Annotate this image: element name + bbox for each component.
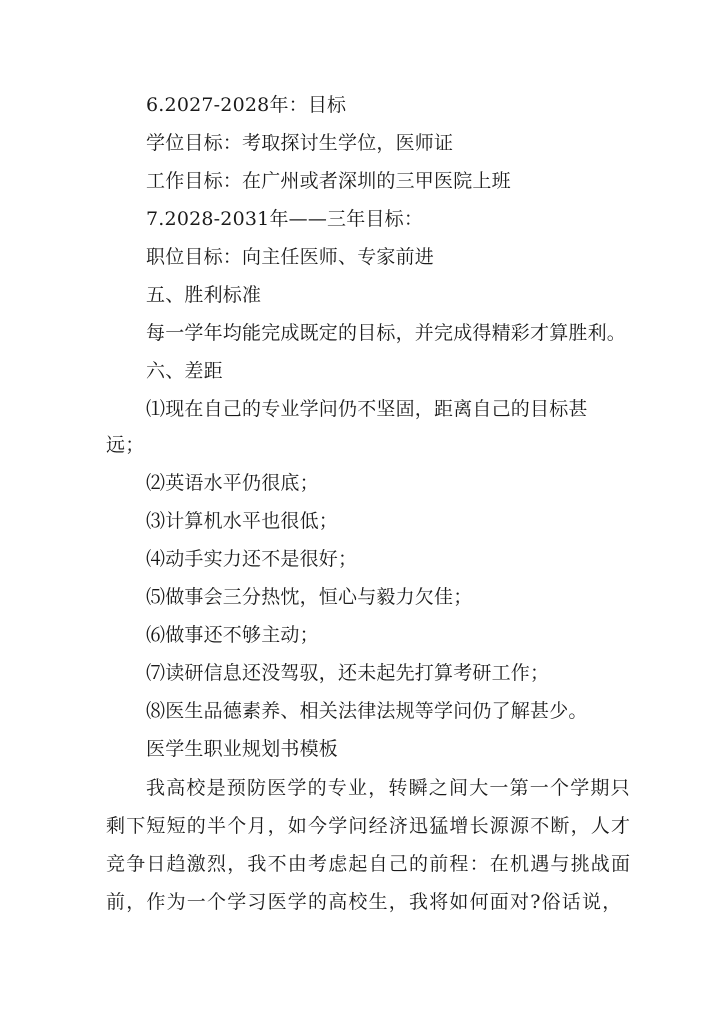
- plan-year-6-heading: 6.2027-2028年：目标: [146, 94, 347, 116]
- plan-year-7-heading: 7.2028-2031年——三年目标：: [146, 208, 424, 230]
- gap-item-1-continued: 远；: [106, 434, 145, 456]
- section-five-heading: 五、胜利标准: [146, 284, 262, 306]
- template-title: 医学生职业规划书模板: [146, 738, 339, 760]
- success-criteria-line: 每一学年均能完成既定的目标，并完成得精彩才算胜利。: [146, 322, 627, 344]
- gap-item-4: ⑷动手实力还不是很好；: [146, 548, 358, 570]
- gap-item-2: ⑵英语水平仍很底；: [146, 472, 319, 494]
- gap-item-3: ⑶计算机水平也很低；: [146, 510, 339, 532]
- gap-item-6: ⑹做事还不够主动；: [146, 624, 319, 646]
- gap-item-8: ⑻医生品德素养、相关法律法规等学问仍了解甚少。: [146, 700, 588, 722]
- work-goal-line: 工作目标：在广州或者深圳的三甲医院上班: [146, 170, 511, 192]
- gap-item-7: ⑺读研信息还没驾驭，还未起先打算考研工作；: [146, 662, 550, 684]
- body-paragraph-line-4: 前，作为一个学习医学的高校生，我将如何面对?俗话说，: [106, 891, 623, 913]
- gap-item-1: ⑴现在自己的专业学问仍不坚固，距离自己的目标甚: [146, 398, 588, 420]
- body-paragraph-line-2: 剩下短短的半个月，如今学问经济迅猛增长源源不断，人才: [106, 815, 632, 837]
- body-paragraph-line-1: 我高校是预防医学的专业，转瞬之间大一第一个学期只: [146, 777, 631, 799]
- section-six-heading: 六、差距: [146, 360, 223, 382]
- gap-item-5: ⑸做事会三分热忱，恒心与毅力欠佳；: [146, 586, 473, 608]
- position-goal-line: 职位目标：向主任医师、专家前进: [146, 246, 435, 268]
- body-paragraph-line-3: 竞争日趋激烈，我不由考虑起自己的前程：在机遇与挑战面: [106, 853, 632, 875]
- degree-goal-line: 学位目标：考取探讨生学位，医师证: [146, 132, 454, 154]
